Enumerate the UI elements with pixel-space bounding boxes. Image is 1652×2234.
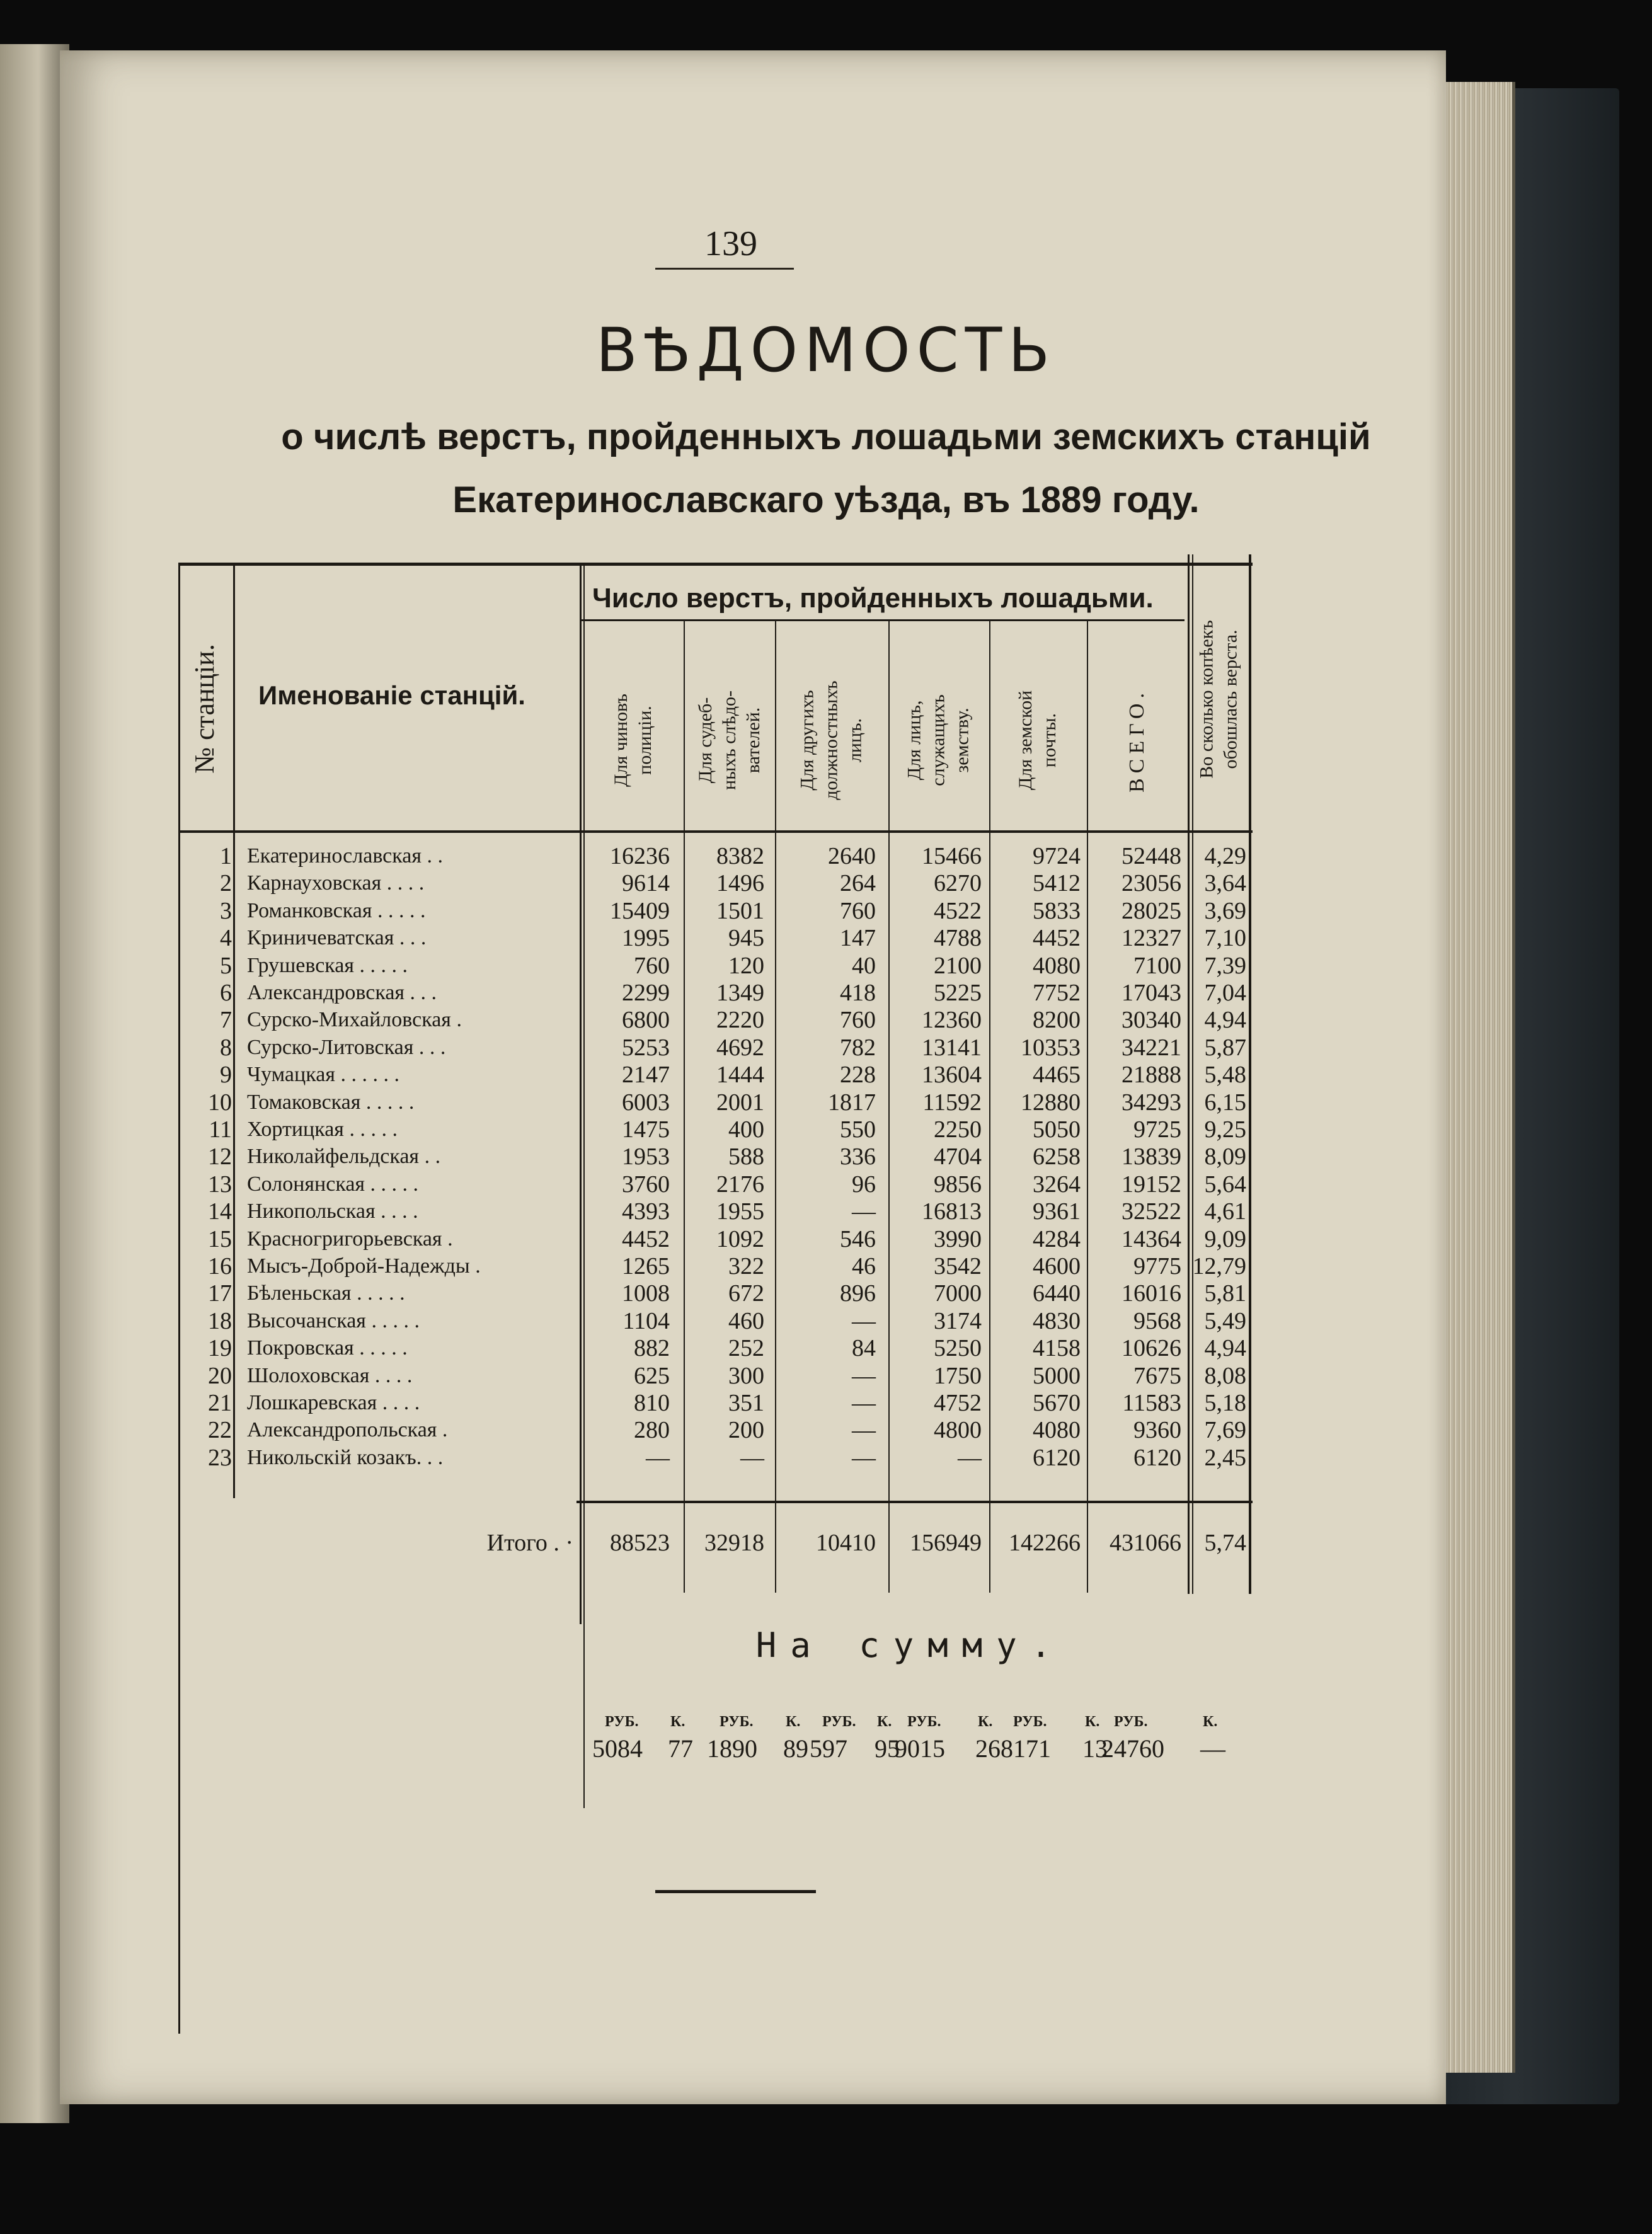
cell-total: 28025	[1121, 897, 1181, 924]
cell-cost: 7,10	[1204, 925, 1246, 952]
station-name: Романковская . . . . .	[247, 898, 426, 922]
header-cost-per-verst: Во сколько копѣекъ обошлась верста.	[1196, 620, 1242, 779]
cell-post: 6440	[1033, 1280, 1081, 1307]
cell-police: 810	[634, 1390, 670, 1416]
cell-cost: 5,48	[1204, 1062, 1246, 1089]
cell-officials: 40	[852, 952, 876, 979]
cell-judicial: 588	[728, 1143, 764, 1171]
cell-officials: 896	[840, 1280, 876, 1307]
cell-total: 7675	[1133, 1362, 1181, 1389]
sum-rubles: 5084	[592, 1734, 643, 1763]
station-name: Никопольская . . . .	[247, 1200, 418, 1223]
rub-label: РУБ.	[605, 1714, 639, 1730]
station-name: Чумацкая . . . . . .	[247, 1063, 399, 1087]
header-other-officials: Для другихъ должностныхъ лицъ.	[797, 680, 866, 800]
station-number: 11	[209, 1116, 232, 1143]
station-name: Бѣленьская . . . . .	[247, 1281, 405, 1305]
cell-post: 5412	[1033, 870, 1081, 897]
table-row	[0, 979, 1652, 1007]
cell-post: 4830	[1033, 1307, 1081, 1334]
cell-officials: —	[852, 1417, 876, 1444]
cell-cost: 5,81	[1204, 1280, 1246, 1307]
cell-total: 30340	[1121, 1007, 1181, 1034]
cell-officials: —	[852, 1444, 876, 1471]
cell-cost: 7,04	[1204, 980, 1246, 1006]
station-name: Шолоховская . . . .	[247, 1363, 413, 1387]
table-row	[0, 1444, 1652, 1472]
totals-officials: 10410	[816, 1530, 876, 1556]
station-name: Екатеринославская . .	[247, 844, 443, 868]
cell-officials: —	[852, 1307, 876, 1334]
cell-judicial: 252	[728, 1335, 764, 1362]
page-number: 139	[704, 224, 757, 263]
cell-police: 2299	[622, 980, 670, 1006]
cell-officials: 84	[852, 1335, 876, 1362]
cell-officials: 1817	[828, 1089, 876, 1116]
totals-police: 88523	[610, 1530, 670, 1556]
table-row	[0, 897, 1652, 925]
cell-zemstvo: 7000	[934, 1280, 982, 1307]
cell-police: —	[646, 1444, 670, 1471]
station-number: 7	[220, 1007, 232, 1034]
cell-police: 1265	[622, 1253, 670, 1280]
sum-left-rule	[583, 1588, 585, 1808]
cell-officials: 336	[840, 1143, 876, 1171]
table-row	[0, 1089, 1652, 1116]
cell-judicial: 1955	[716, 1198, 764, 1225]
cell-police: 625	[634, 1362, 670, 1389]
document-title: ВѢДОМОСТЬ	[595, 315, 1057, 386]
station-name: Сурско-Михайловская .	[247, 1008, 462, 1032]
cell-zemstvo: 13141	[922, 1034, 982, 1061]
station-name: Хортицкая . . . . .	[247, 1118, 398, 1141]
cell-judicial: 2220	[716, 1007, 764, 1034]
cell-police: 15409	[610, 897, 670, 924]
cell-officials: 760	[840, 1007, 876, 1034]
cell-judicial: 351	[728, 1390, 764, 1416]
sum-kopecks: 89	[783, 1734, 808, 1763]
cell-judicial: 120	[728, 952, 764, 979]
cell-total: 34293	[1121, 1089, 1181, 1116]
station-name: Николайфельдская . .	[247, 1145, 441, 1169]
cell-police: 5253	[622, 1034, 670, 1061]
cell-zemstvo: 4704	[934, 1143, 982, 1171]
cell-cost: 6,15	[1204, 1089, 1246, 1116]
station-number: 1	[220, 843, 232, 869]
cell-total: 52448	[1121, 843, 1181, 869]
header-judicial: Для судеб- ныхъ слѣдо- вателей.	[694, 690, 764, 790]
cell-judicial: 2001	[716, 1089, 764, 1116]
cell-judicial: 200	[728, 1417, 764, 1444]
cell-police: 4452	[622, 1225, 670, 1252]
cell-police: 1008	[622, 1280, 670, 1307]
header-station-number: № станціи.	[189, 644, 221, 774]
cell-officials: 550	[840, 1116, 876, 1143]
totals-zemstvo: 156949	[910, 1530, 982, 1556]
station-name: Грушевская . . . . .	[247, 953, 408, 977]
cell-officials: 546	[840, 1225, 876, 1252]
cell-total: 10626	[1121, 1335, 1181, 1362]
cell-total: 19152	[1121, 1171, 1181, 1198]
page-number-rule	[655, 268, 794, 270]
station-name: Солонянская . . . . .	[247, 1172, 419, 1196]
table-row	[0, 1225, 1652, 1253]
station-number: 16	[208, 1253, 232, 1280]
cell-cost: 9,25	[1204, 1116, 1246, 1143]
cell-cost: 8,08	[1204, 1362, 1246, 1389]
cell-officials: 147	[840, 925, 876, 952]
station-number: 15	[208, 1225, 232, 1252]
table-row	[0, 1362, 1652, 1390]
cell-cost: 4,94	[1204, 1007, 1246, 1034]
station-number: 21	[208, 1390, 232, 1416]
table-row	[0, 924, 1652, 952]
cell-officials: 228	[840, 1062, 876, 1089]
header-total: ВСЕГО.	[1125, 688, 1149, 793]
station-number: 3	[220, 897, 232, 924]
cell-judicial: —	[740, 1444, 764, 1471]
cell-post: 3264	[1033, 1171, 1081, 1198]
subtitle-line-2: Екатеринославскаго уѣзда, въ 1889 году.	[452, 479, 1200, 520]
station-number: 8	[220, 1034, 232, 1061]
cell-total: 9725	[1133, 1116, 1181, 1143]
cell-officials: 2640	[828, 843, 876, 869]
station-number: 19	[208, 1335, 232, 1362]
kop-label: К.	[670, 1714, 685, 1730]
station-name: Покровская . . . . .	[247, 1336, 408, 1360]
header-zemstvo-staff: Для лицъ, служащихъ земству.	[904, 694, 973, 786]
cell-post: 4080	[1033, 1417, 1081, 1444]
cell-officials: 96	[852, 1171, 876, 1198]
station-name: Томаковская . . . . .	[247, 1090, 415, 1114]
group-header-rule	[580, 619, 1185, 621]
cell-post: 5670	[1033, 1390, 1081, 1416]
cell-judicial: 300	[728, 1362, 764, 1389]
cell-post: 4158	[1033, 1335, 1081, 1362]
cell-post: 6258	[1033, 1143, 1081, 1171]
sum-kopecks: 26	[975, 1734, 1001, 1763]
cell-zemstvo: 15466	[922, 843, 982, 869]
station-number: 18	[208, 1307, 232, 1334]
cell-total: 21888	[1121, 1062, 1181, 1089]
cell-officials: —	[852, 1362, 876, 1389]
table-row	[0, 1307, 1652, 1335]
cell-cost: 3,69	[1204, 897, 1246, 924]
cell-zemstvo: —	[958, 1444, 982, 1471]
cell-zemstvo: 4752	[934, 1390, 982, 1416]
cell-cost: 5,64	[1204, 1171, 1246, 1198]
cell-post: 9724	[1033, 843, 1081, 869]
station-name: Высочанская . . . . .	[247, 1309, 420, 1332]
rub-label: РУБ.	[822, 1714, 856, 1730]
cell-total: 11583	[1122, 1390, 1181, 1416]
station-number: 23	[208, 1444, 232, 1471]
cell-cost: 4,61	[1204, 1198, 1246, 1225]
cell-total: 9775	[1133, 1253, 1181, 1280]
cell-post: 4452	[1033, 925, 1081, 952]
header-versts-group: Число верстъ, пройденныхъ лошадьми.	[592, 583, 1154, 614]
station-number: 4	[220, 925, 232, 952]
station-name: Сурско-Литовская . . .	[247, 1035, 446, 1059]
cell-police: 9614	[622, 870, 670, 897]
sum-kopecks: 13	[1082, 1734, 1108, 1763]
sum-rubles: 1890	[707, 1734, 757, 1763]
cell-zemstvo: 4788	[934, 925, 982, 952]
table-top-rule	[178, 563, 1253, 566]
cell-judicial: 400	[728, 1116, 764, 1143]
cell-post: 5050	[1033, 1116, 1081, 1143]
cell-officials: 782	[840, 1034, 876, 1061]
subtitle-line-1: о числѣ верстъ, пройденныхъ лошадьми земскихъ станцій	[281, 416, 1371, 457]
cell-zemstvo: 9856	[934, 1171, 982, 1198]
header-station-name: Именованіе станцій.	[258, 680, 525, 710]
cell-zemstvo: 3542	[934, 1253, 982, 1280]
cell-police: 280	[634, 1417, 670, 1444]
table-row	[0, 869, 1652, 897]
totals-total: 431066	[1110, 1530, 1181, 1556]
table-row	[0, 1116, 1652, 1143]
station-number: 10	[208, 1089, 232, 1116]
header-zemstvo-post: Для земской почты.	[1015, 690, 1060, 791]
table-row	[0, 1198, 1652, 1225]
station-number: 22	[208, 1417, 232, 1444]
cell-police: 760	[634, 952, 670, 979]
cell-cost: 7,69	[1204, 1417, 1246, 1444]
totals-post: 142266	[1009, 1530, 1081, 1556]
cell-total: 12327	[1121, 925, 1181, 952]
station-number: 14	[208, 1198, 232, 1225]
cell-post: 6120	[1033, 1444, 1081, 1471]
cell-total: 23056	[1121, 870, 1181, 897]
cell-judicial: 2176	[716, 1171, 764, 1198]
cell-post: 8200	[1033, 1007, 1081, 1034]
cell-judicial: 4692	[716, 1034, 764, 1061]
kop-label: К.	[978, 1714, 993, 1730]
cell-officials: 264	[840, 870, 876, 897]
cell-judicial: 1496	[716, 870, 764, 897]
cell-judicial: 945	[728, 925, 764, 952]
table-row	[0, 1389, 1652, 1417]
cell-zemstvo: 5225	[934, 980, 982, 1006]
cell-zemstvo: 11592	[922, 1089, 982, 1116]
station-name: Криничеватская . . .	[247, 926, 427, 950]
station-number: 20	[208, 1362, 232, 1389]
rub-label: РУБ.	[907, 1714, 941, 1730]
cell-cost: 7,39	[1204, 952, 1246, 979]
cell-total: 17043	[1121, 980, 1181, 1006]
station-name: Никольскій козакъ. . .	[247, 1445, 444, 1469]
cell-post: 5833	[1033, 897, 1081, 924]
table-row	[0, 842, 1652, 870]
kop-label: К.	[786, 1714, 801, 1730]
cell-cost: 8,09	[1204, 1143, 1246, 1171]
station-number: 12	[208, 1143, 232, 1171]
cell-cost: 12,79	[1192, 1253, 1246, 1280]
cell-zemstvo: 13604	[922, 1062, 982, 1089]
cell-total: 9568	[1133, 1307, 1181, 1334]
rub-label: РУБ.	[720, 1714, 754, 1730]
cell-zemstvo: 1750	[934, 1362, 982, 1389]
cell-cost: 2,45	[1204, 1444, 1246, 1471]
station-number: 17	[208, 1280, 232, 1307]
cell-cost: 5,18	[1204, 1390, 1246, 1416]
station-name: Александровская . . .	[247, 981, 437, 1004]
cell-post: 12880	[1021, 1089, 1081, 1116]
cell-zemstvo: 4522	[934, 897, 982, 924]
station-name: Александропольская .	[247, 1418, 448, 1442]
sum-heading: На сумму.	[755, 1625, 1065, 1665]
cell-cost: 3,64	[1204, 870, 1246, 897]
kop-label: К.	[1085, 1714, 1100, 1730]
cell-judicial: 460	[728, 1307, 764, 1334]
cell-cost: 4,29	[1204, 843, 1246, 869]
cell-post: 4465	[1033, 1062, 1081, 1089]
table-row	[0, 952, 1652, 980]
cell-cost: 9,09	[1204, 1225, 1246, 1252]
cell-zemstvo: 16813	[922, 1198, 982, 1225]
station-number: 13	[208, 1171, 232, 1198]
cell-judicial: 8382	[716, 843, 764, 869]
cell-post: 4600	[1033, 1253, 1081, 1280]
kop-label: К.	[877, 1714, 892, 1730]
cell-total: 32522	[1121, 1198, 1181, 1225]
cell-police: 16236	[610, 843, 670, 869]
header-police: Для чиновъ полиціи.	[611, 694, 655, 787]
cell-cost: 5,87	[1204, 1034, 1246, 1061]
totals-cost: 5,74	[1204, 1530, 1246, 1556]
totals-label: Итого . ·	[486, 1530, 573, 1556]
station-number: 5	[220, 952, 232, 979]
cell-zemstvo: 2100	[934, 952, 982, 979]
cell-police: 2147	[622, 1062, 670, 1089]
cell-post: 7752	[1033, 980, 1081, 1006]
cell-post: 4284	[1033, 1225, 1081, 1252]
cell-judicial: 322	[728, 1253, 764, 1280]
cell-officials: 418	[840, 980, 876, 1006]
sum-kopecks: 77	[668, 1734, 693, 1763]
cell-judicial: 1092	[716, 1225, 764, 1252]
cell-zemstvo: 5250	[934, 1335, 982, 1362]
totals-top-rule	[576, 1501, 1253, 1503]
sum-rubles: 8171	[1001, 1734, 1051, 1763]
cell-total: 14364	[1121, 1225, 1181, 1252]
cell-judicial: 1349	[716, 980, 764, 1006]
cell-police: 3760	[622, 1171, 670, 1198]
cell-officials: 46	[852, 1253, 876, 1280]
cell-post: 9361	[1033, 1198, 1081, 1225]
table-row	[0, 1252, 1652, 1280]
rub-label: РУБ.	[1114, 1714, 1148, 1730]
cell-zemstvo: 6270	[934, 870, 982, 897]
sum-rubles: 597	[810, 1734, 847, 1763]
cell-judicial: 672	[728, 1280, 764, 1307]
cell-total: 7100	[1133, 952, 1181, 979]
cell-police: 1475	[622, 1116, 670, 1143]
station-number: 2	[220, 870, 232, 897]
sum-rubles: 24760	[1101, 1734, 1164, 1763]
cell-post: 10353	[1021, 1034, 1081, 1061]
sum-kopecks: 95	[875, 1734, 900, 1763]
cell-cost: 4,94	[1204, 1335, 1246, 1362]
cell-total: 16016	[1121, 1280, 1181, 1307]
cell-officials: —	[852, 1390, 876, 1416]
table-row	[0, 1034, 1652, 1062]
cell-cost: 5,49	[1204, 1307, 1246, 1334]
sum-kopecks: —	[1200, 1734, 1225, 1763]
closing-rule	[655, 1890, 816, 1893]
cell-police: 1104	[622, 1307, 670, 1334]
cell-total: 9360	[1133, 1417, 1181, 1444]
cell-zemstvo: 2250	[934, 1116, 982, 1143]
table-row	[0, 1143, 1652, 1171]
cell-post: 4080	[1033, 952, 1081, 979]
table-row	[0, 1416, 1652, 1444]
cell-police: 4393	[622, 1198, 670, 1225]
station-name: Лошкаревская . . . .	[247, 1391, 420, 1414]
kop-label: К.	[1203, 1714, 1218, 1730]
station-number: 6	[220, 980, 232, 1006]
table-row	[0, 1171, 1652, 1198]
cell-zemstvo: 12360	[922, 1007, 982, 1034]
totals-row	[0, 1529, 1652, 1557]
cell-police: 882	[634, 1335, 670, 1362]
cell-total: 34221	[1121, 1034, 1181, 1061]
totals-judicial: 32918	[704, 1530, 764, 1556]
cell-post: 5000	[1033, 1362, 1081, 1389]
cell-zemstvo: 4800	[934, 1417, 982, 1444]
cell-police: 1995	[622, 925, 670, 952]
cell-zemstvo: 3990	[934, 1225, 982, 1252]
cell-police: 1953	[622, 1143, 670, 1171]
cell-zemstvo: 3174	[934, 1307, 982, 1334]
cell-police: 6003	[622, 1089, 670, 1116]
cell-total: 13839	[1121, 1143, 1181, 1171]
table-row	[0, 1334, 1652, 1362]
station-name: Мысъ-Доброй-Надежды .	[247, 1254, 481, 1278]
table-row	[0, 1006, 1652, 1034]
station-number: 9	[220, 1062, 232, 1089]
table-row	[0, 1280, 1652, 1307]
table-row	[0, 1061, 1652, 1089]
cell-police: 6800	[622, 1007, 670, 1034]
cell-judicial: 1501	[716, 897, 764, 924]
cell-officials: —	[852, 1198, 876, 1225]
station-name: Красногригорьевская .	[247, 1227, 453, 1251]
station-name: Карнауховская . . . .	[247, 871, 425, 895]
sum-rubles: 9015	[895, 1734, 945, 1763]
rub-label: РУБ.	[1013, 1714, 1047, 1730]
cell-officials: 760	[840, 897, 876, 924]
cell-total: 6120	[1133, 1444, 1181, 1471]
cell-judicial: 1444	[716, 1062, 764, 1089]
